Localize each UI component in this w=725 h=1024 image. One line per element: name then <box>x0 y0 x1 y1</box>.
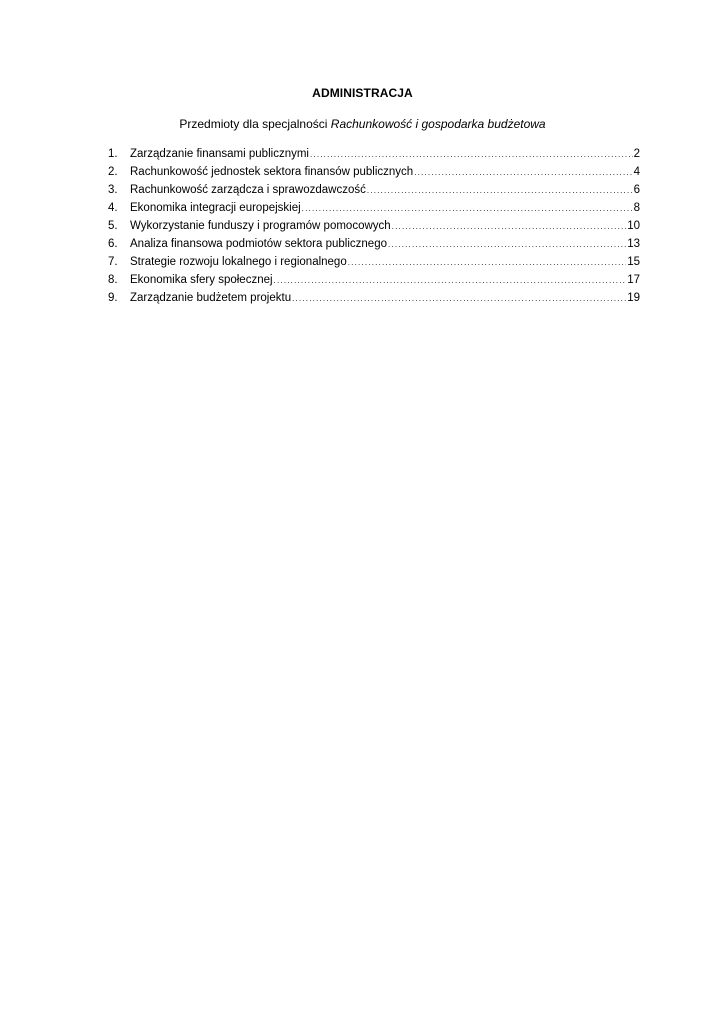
toc-dot-leader <box>292 290 626 308</box>
toc-entry-label: Wykorzystanie funduszy i programów pomocowych <box>130 220 391 232</box>
toc-dot-leader <box>392 218 627 236</box>
toc-entry[interactable] <box>108 235 640 253</box>
toc-dot-leader <box>348 254 626 272</box>
document-title: ADMINISTRACJA <box>312 86 413 100</box>
toc-entry-label: Zarządzanie finansami publicznymi <box>130 148 309 160</box>
toc-entry-label: Rachunkowość jednostek sektora finansów publicznych <box>130 166 414 178</box>
toc-entry-page: 4 <box>633 166 640 178</box>
toc-entry-number: 7. <box>108 256 118 268</box>
toc-entry-number: 6. <box>108 238 118 250</box>
toc-entry[interactable] <box>108 253 640 271</box>
toc-entry[interactable] <box>108 199 640 217</box>
toc-entry[interactable] <box>108 181 640 199</box>
toc-entry-number: 3. <box>108 184 118 196</box>
toc-entry[interactable] <box>108 271 640 289</box>
subtitle-prefix: Przedmioty dla specjalności <box>179 117 328 131</box>
toc-dot-leader <box>388 236 626 254</box>
toc-entry-page: 2 <box>633 148 640 160</box>
toc-dot-leader <box>302 200 633 218</box>
toc-entry-number: 4. <box>108 202 118 214</box>
toc-entry-number: 5. <box>108 220 118 232</box>
toc-dot-leader <box>310 146 633 164</box>
toc-entry-number: 2. <box>108 166 118 178</box>
toc-entry[interactable] <box>108 163 640 181</box>
toc-dot-leader <box>274 272 627 290</box>
toc-entry[interactable] <box>108 145 640 163</box>
document-subtitle <box>0 117 725 131</box>
toc-entry-page: 13 <box>627 238 640 250</box>
toc-entry-page: 8 <box>633 202 640 214</box>
toc-entry-number: 9. <box>108 292 118 304</box>
toc-entry-label: Ekonomika sfery społecznej <box>130 274 273 286</box>
toc-dot-leader <box>367 182 633 200</box>
toc-entry-page: 15 <box>627 256 640 268</box>
toc-entry-page: 17 <box>627 274 640 286</box>
toc-entry-label: Rachunkowość zarządcza i sprawozdawczość <box>130 184 366 196</box>
subtitle-specialty: Rachunkowość i gospodarka budżetowa <box>330 117 546 131</box>
toc-entry[interactable] <box>108 217 640 235</box>
toc-entry-label: Analiza finansowa podmiotów sektora publicznego <box>130 238 387 250</box>
toc-entry[interactable] <box>108 289 640 307</box>
toc-entry-number: 8. <box>108 274 118 286</box>
toc-entry-page: 10 <box>627 220 640 232</box>
toc-entry-label: Ekonomika integracji europejskiej <box>130 202 301 214</box>
toc-entry-page: 19 <box>627 292 640 304</box>
toc-entry-label: Zarządzanie budżetem projektu <box>130 292 292 304</box>
toc-entry-label: Strategie rozwoju lokalnego i regionalnego <box>130 256 347 268</box>
toc-dot-leader <box>414 164 632 182</box>
toc-entry-page: 6 <box>633 184 640 196</box>
table-of-contents <box>108 145 640 307</box>
toc-entry-number: 1. <box>108 148 118 160</box>
